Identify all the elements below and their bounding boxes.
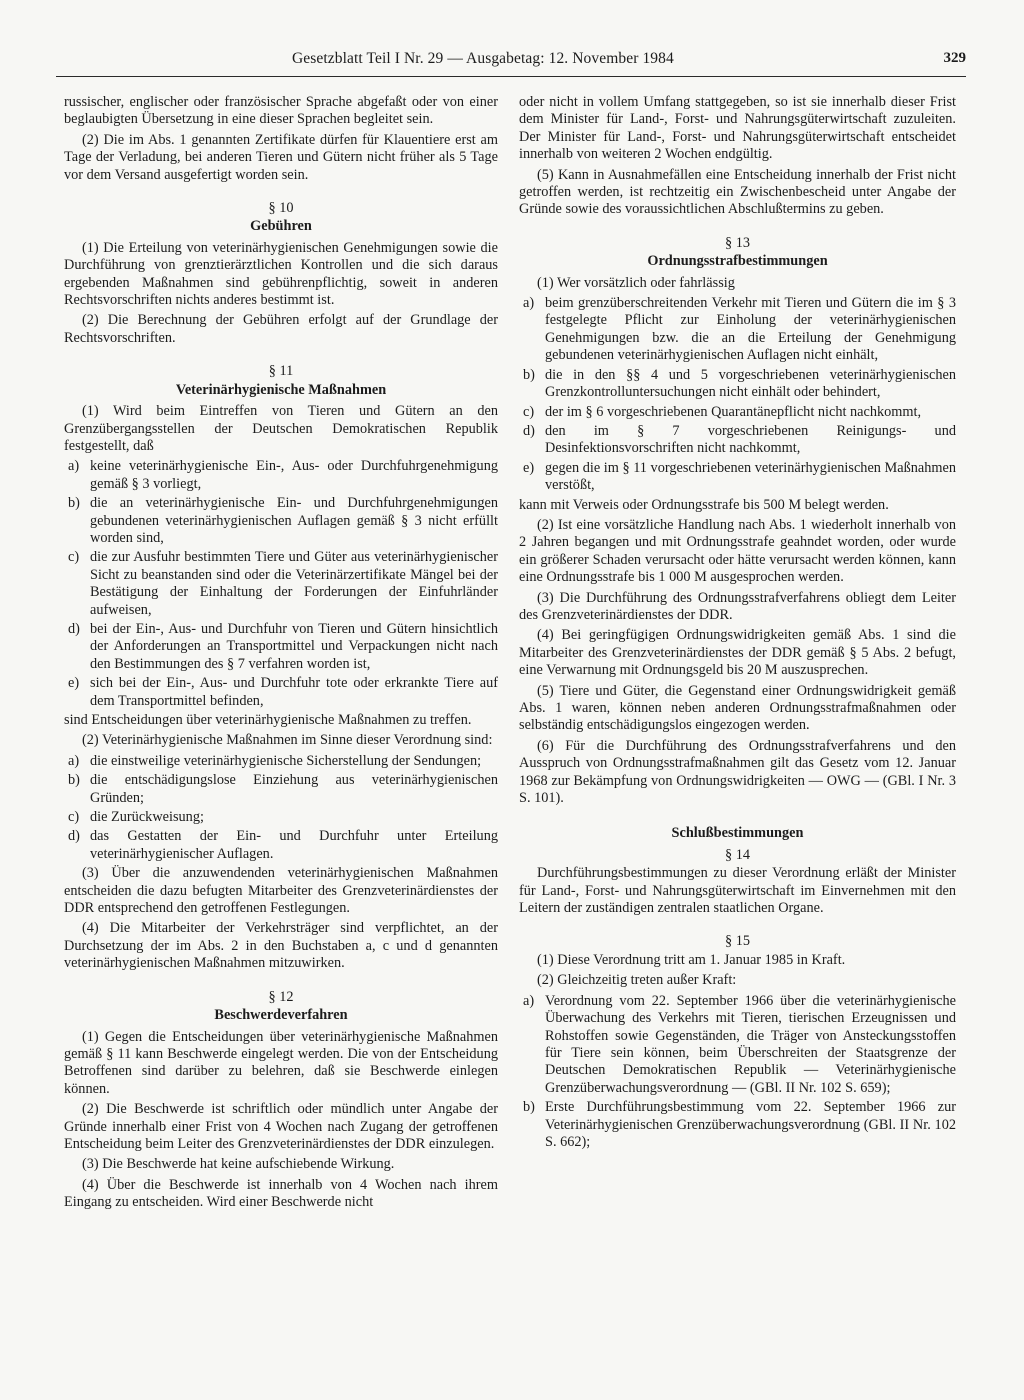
- page-number: 329: [943, 50, 966, 66]
- list-item: [523, 367, 956, 402]
- paragraph: (2) Gleichzeitig treten außer Kraft:: [537, 972, 737, 989]
- list-text: sich bei der Ein-, Aus- und Durchfuhr tote oder erkrankte Tiere auf dem Transportmittel befinden,: [90, 675, 498, 709]
- list-text: der im § 6 vorgeschriebenen Quarantänepflicht nicht nachkommt,: [545, 403, 922, 420]
- list-label: d): [523, 422, 535, 439]
- paragraph: (5) Kann in Ausnahmefällen eine Entscheidung innerhalb der Frist nicht getroffen werden, ist rechtzeitig ein Zwischenbescheid unter Angabe der Gründe sowie des voraussichtlichen Abschlußtermins zu geben.: [519, 166, 956, 218]
- paragraph: Durchführungsbestimmungen zu dieser Verordnung erläßt der Minister für Land-, Forst- und Nahrungsgüterwirtschaft im Einvernehmen mit den Leitern der zuständigen zentralen staatlichen Organe.: [519, 865, 956, 917]
- left-column: [64, 94, 498, 1215]
- enumerated-list: [523, 295, 956, 494]
- enumerated-list: [68, 458, 498, 710]
- list-label: a): [68, 752, 80, 769]
- list-text: Erste Durchführungsbestimmung vom 22. September 1966 zur Veterinärhygienischen Grenzüberwachungsverordnung (GBl. II Nr. 102 S. 662);: [545, 1099, 956, 1150]
- list-item: [523, 295, 956, 365]
- list-label: c): [68, 549, 80, 566]
- list-text: die an veterinärhygienische Ein- und Durchfuhrgenehmigungen gebundenen veterinärhygienischen Auflagen gemäß § 3 nicht erfüllt worden sind,: [90, 495, 498, 546]
- section-number: § 10: [268, 200, 294, 217]
- list-item: [68, 549, 498, 619]
- list-text: die entschädigungslose Einziehung aus veterinärhygienischen Gründen;: [90, 772, 498, 806]
- paragraph: (4) Die Mitarbeiter der Verkehrsträger sind verpflichtet, an der Durchsetzung der im Abs. 2 in den Buchstaben a, c und d genannten veterinärhygienischen Maßnahmen mitzuwirken.: [64, 920, 498, 972]
- paragraph: (1) Diese Verordnung tritt am 1. Januar 1985 in Kraft.: [537, 951, 846, 968]
- list-label: a): [523, 295, 535, 312]
- header-title: Gesetzblatt Teil I Nr. 29 — Ausgabetag: 12. November 1984: [292, 50, 674, 67]
- paragraph: (3) Über die anzuwendenden veterinärhygienischen Maßnahmen entscheiden die dazu befugten Mitarbeiter des Grenzveterinärdienstes der DDR entsprechend den getroffenen Festlegungen.: [64, 865, 498, 917]
- list-item: [523, 460, 956, 495]
- list-label: b): [523, 1099, 535, 1116]
- paragraph: (1) Die Erteilung von veterinärhygienischen Genehmigungen sowie die Durchführung von grenztierärztlichen Kontrollen und die sich daraus ergebenden Maßnahmen sind gebührenpflichtig, soweit in anderen Rechtsvorschriften nichts anderes bestimmt ist.: [64, 239, 498, 309]
- section-number: § 13: [724, 234, 751, 251]
- section-title: Gebühren: [250, 218, 312, 235]
- list-label: c): [523, 403, 535, 420]
- list-label: e): [523, 459, 535, 476]
- paragraph: (1) Wer vorsätzlich oder fahrlässig: [537, 274, 735, 291]
- paragraph: (5) Tiere und Güter, die Gegenstand einer Ordnungswidrigkeit gemäß Abs. 1 waren, können neben anderen Ordnungsstrafmaßnahmen oder selbständig entschädigungslos eingezogen werden.: [519, 682, 956, 734]
- paragraph: (4) Über die Beschwerde ist innerhalb von 4 Wochen nach ihrem Eingang zu entscheiden. Wird einer Beschwerde nicht: [64, 1176, 498, 1211]
- paragraph: (6) Für die Durchführung des Ordnungsstrafverfahrens und den Ausspruch von Ordnungsstrafmaßnahmen gilt das Gesetz vom 12. Januar 1968 zur Bekämpfung von Ordnungswidrigkeiten — OWG — (GBl. I Nr. 3 S. 101).: [519, 737, 956, 807]
- paragraph: kann mit Verweis oder Ordnungsstrafe bis 500 M belegt werden.: [519, 496, 889, 513]
- list-label: a): [68, 458, 80, 475]
- list-text: beim grenzüberschreitenden Verkehr mit Tieren und Gütern die im § 3 festgelegte Pflicht zur Einholung der veterinärhygienischen Genehmigungen bzw. die an die Erteilung der Genehmigung gebundenen veterinärhygienischen Auflagen nicht einhält,: [545, 295, 956, 364]
- list-label: d): [68, 620, 80, 637]
- list-text: Verordnung vom 22. September 1966 über die veterinärhygienische Überwachung des Verkehrs mit Tieren, tierischen Erzeugnissen und Rohstoffen sowie Gegenständen, die Träger von Ansteckungsstoffen für Tiere sein können, beim Überschreiten der Staatsgrenze der Deutschen Demokratischen Republik — Veterinärhygienische Grenzüberwachungsverordnung — (GBl. II Nr. 102 S. 659);: [545, 992, 956, 1096]
- paragraph: (1) Wird beim Eintreffen von Tieren und Gütern an den Grenzübergangsstellen der Deutschen Demokratischen Republik festgestellt, daß: [64, 403, 498, 454]
- list-label: b): [68, 495, 80, 512]
- list-text: die Zurückweisung;: [90, 809, 204, 826]
- list-item: [523, 404, 956, 421]
- list-label: b): [68, 772, 80, 789]
- paragraph: (2) Veterinärhygienische Maßnahmen im Sinne dieser Verordnung sind:: [82, 732, 493, 749]
- list-item: [68, 753, 498, 770]
- enumerated-list: [68, 753, 498, 863]
- right-column: [519, 94, 956, 1153]
- list-item: [68, 772, 498, 807]
- section-number: § 15: [724, 933, 751, 950]
- list-item: [68, 495, 498, 547]
- paragraph: (2) Die Beschwerde ist schriftlich oder mündlich unter Angabe der Gründe innerhalb einer Frist von 4 Wochen nach Zugang der getroffenen Entscheidung beim Leiter des Grenzveterinärdienstes der DDR einzulegen.: [64, 1101, 498, 1152]
- paragraph: (3) Die Beschwerde hat keine aufschiebende Wirkung.: [82, 1156, 395, 1173]
- list-text: bei der Ein-, Aus- und Durchfuhr von Tieren und Gütern hinsichtlich der Anforderungen an Transportmittel und Verpackungen nicht nach den Bestimmungen des § 7 verfahren worden ist,: [90, 620, 498, 672]
- list-item: [68, 458, 498, 493]
- list-label: c): [68, 809, 80, 826]
- list-text: den im § 7 vorgeschriebenen Reinigungs- und Desinfektionsvorschriften nicht nachkommt,: [545, 422, 956, 457]
- section-number: § 14: [724, 846, 751, 863]
- paragraph: (1) Gegen die Entscheidungen über veterinärhygienische Maßnahmen gemäß § 11 kann Beschwerde eingelegt werden. Die von der Entscheidung Betroffenen sind darüber zu belehren, daß sie Beschwerde einlegen können.: [64, 1028, 498, 1097]
- list-text: die zur Ausfuhr bestimmten Tiere und Güter aus veterinärhygienischer Sicht zu beanstanden sind oder die Veterinärzertifikate Mängel bei der Bestätigung der Einhaltung der Forderungen der Einfuhrländer aufweisen,: [90, 549, 498, 618]
- list-text: die einstweilige veterinärhygienische Sicherstellung der Sendungen;: [90, 752, 482, 769]
- list-label: b): [523, 366, 535, 383]
- list-item: [68, 828, 498, 863]
- paragraph: (2) Die im Abs. 1 genannten Zertifikate dürfen für Klauentiere erst am Tage der Verladung, bei anderen Tieren und Gütern nicht früher als 5 Tage vor dem Versand ausgefertigt worden sein.: [64, 131, 498, 183]
- list-text: keine veterinärhygienische Ein-, Aus- oder Durchfuhrgenehmigung gemäß § 3 vorliegt,: [90, 458, 498, 492]
- section-number: § 12: [268, 988, 294, 1005]
- paragraph: (3) Die Durchführung des Ordnungsstrafverfahrens obliegt dem Leiter des Grenzveterinärdienstes der DDR.: [519, 589, 956, 623]
- section-title: Ordnungsstrafbestimmungen: [647, 253, 828, 270]
- list-label: a): [523, 992, 535, 1009]
- paragraph: (4) Bei geringfügigen Ordnungswidrigkeiten gemäß Abs. 1 sind die Mitarbeiter des Grenzveterinärdienstes der DDR gemäß § 5 Abs. 2 befugt, eine Verwarnung mit Ordnungsgeld bis 20 M auszusprechen.: [519, 627, 956, 679]
- list-label: e): [68, 675, 80, 692]
- list-item: [523, 993, 956, 1097]
- paragraph: sind Entscheidungen über veterinärhygienische Maßnahmen zu treffen.: [64, 712, 472, 728]
- paragraph: (2) Ist eine vorsätzliche Handlung nach Abs. 1 wiederholt innerhalb von 2 Jahren begangen und mit Ordnungsstrafe geahndet worden, oder wurde ein größerer Schaden verursacht oder hätte verursacht werden können, kann eine Ordnungsstrafe bis 1 000 M ausgesprochen werden.: [519, 516, 956, 586]
- section-number: § 11: [268, 363, 294, 380]
- paragraph: russischer, englischer oder französischer Sprache abgefaßt oder von einer beglaubigten Übersetzung in eine dieser Sprachen begleitet sein.: [64, 94, 498, 128]
- list-item: [68, 809, 498, 826]
- list-item: [68, 675, 498, 710]
- final-provisions-heading: Schlußbestimmungen: [671, 825, 804, 842]
- list-text: das Gestatten der Ein- und Durchfuhr unter Erteilung veterinärhygienischer Auflagen.: [90, 828, 498, 862]
- section-title: Veterinärhygienische Maßnahmen: [175, 381, 387, 398]
- paragraph: (2) Die Berechnung der Gebühren erfolgt auf der Grundlage der Rechtsvorschriften.: [64, 312, 498, 346]
- enumerated-list: [523, 993, 956, 1152]
- paragraph: oder nicht in vollem Umfang stattgegeben, so ist sie innerhalb dieser Frist dem Minister für Land-, Forst- und Nahrungsgüterwirtschaft zuzuleiten. Der Minister für Land-, Forst- und Nahrungsgüterwirtschaft entscheidet innerhalb von weiteren 2 Wochen endgültig.: [519, 94, 956, 163]
- list-text: gegen die im § 11 vorgeschriebenen veterinärhygienischen Maßnahmen verstößt,: [545, 459, 956, 494]
- list-item: [523, 423, 956, 458]
- list-text: die in den §§ 4 und 5 vorgeschriebenen veterinärhygienischen Grenzkontrolluntersuchungen nicht einhält oder behindert,: [545, 366, 956, 401]
- list-label: d): [68, 828, 80, 845]
- page-header: [56, 48, 966, 77]
- list-item: [68, 621, 498, 673]
- list-item: [523, 1099, 956, 1151]
- section-title: Beschwerdeverfahren: [214, 1007, 348, 1024]
